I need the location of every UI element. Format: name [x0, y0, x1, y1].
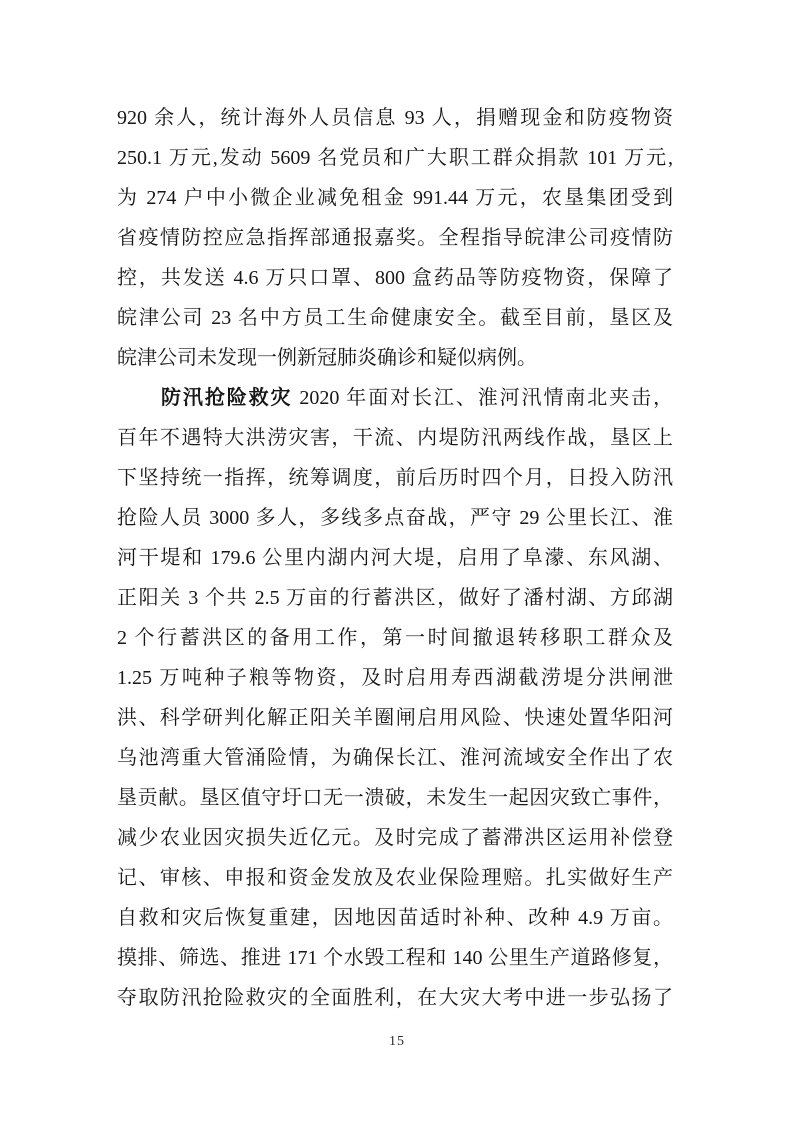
text-line: [117, 578, 673, 618]
line-text: 摸排、筛选、推进 171 个水毁工程和 140 公里生产道路修复，: [117, 947, 673, 969]
text-line: [117, 258, 673, 298]
text-line: [117, 498, 673, 538]
line-text: 记、审核、申报和资金发放及农业保险理赔。扎实做好生产: [117, 867, 673, 889]
document-body: [117, 98, 673, 1018]
line-text: 乌池湾重大管涌险情，为确保长江、淮河流域安全作出了农: [117, 747, 673, 769]
line-text: 为 274 户中小微企业减免租金 991.44 万元，农垦集团受到: [117, 187, 673, 209]
text-line: [117, 778, 673, 818]
line-text: 省疫情防控应急指挥部通报嘉奖。全程指导皖津公司疫情防: [117, 227, 673, 249]
text-line: [117, 458, 673, 498]
text-line: [117, 218, 673, 258]
text-line: [117, 298, 673, 338]
line-text: 河干堤和 179.6 公里内湖内河大堤，启用了阜濛、东风湖、: [117, 547, 673, 569]
text-line: [117, 698, 673, 738]
text-line: [117, 378, 673, 418]
text-line: [117, 538, 673, 578]
text-line: [117, 658, 673, 698]
line-text: 皖津公司 23 名中方员工生命健康安全。截至目前，垦区及: [117, 307, 673, 329]
line-text: 2020 年面对长江、淮河汛情南北夹击，: [292, 387, 674, 409]
line-text: 920 余人，统计海外人员信息 93 人，捐赠现金和防疫物资: [117, 107, 673, 129]
line-text: 正阳关 3 个共 2.5 万亩的行蓄洪区，做好了潘村湖、方邱湖: [117, 587, 673, 609]
line-text: 减少农业因灾损失近亿元。及时完成了蓄滞洪区运用补偿登: [117, 827, 673, 849]
text-line: [117, 978, 673, 1018]
text-line: [117, 138, 673, 178]
line-text: 垦贡献。垦区值守圩口无一溃破，未发生一起因灾致亡事件，: [117, 787, 673, 809]
line-text: 250.1 万元,发动 5609 名党员和广大职工群众捐款 101 万元,: [117, 147, 673, 169]
line-text: 2 个行蓄洪区的备用工作，第一时间撤退转移职工群众及: [117, 627, 673, 649]
text-line: [117, 98, 673, 138]
page-number: 15: [389, 1034, 405, 1049]
line-text: 下坚持统一指挥，统筹调度，前后历时四个月，日投入防汛: [117, 467, 673, 489]
line-text: 控，共发送 4.6 万只口罩、800 盒药品等防疫物资，保障了: [117, 267, 673, 289]
text-line: [117, 818, 673, 858]
text-line: [117, 418, 673, 458]
line-text: 抢险人员 3000 多人，多线多点奋战，严守 29 公里长江、淮: [117, 507, 673, 529]
line-text: 百年不遇特大洪涝灾害，干流、内堤防汛两线作战，垦区上: [117, 427, 673, 449]
text-line: [117, 938, 673, 978]
text-line: [117, 618, 673, 658]
text-line: [117, 858, 673, 898]
text-line: [117, 898, 673, 938]
line-text: 洪、科学研判化解正阳关羊圈闸启用风险、快速处置华阳河: [117, 707, 673, 729]
text-line: [117, 738, 673, 778]
line-text: 夺取防汛抢险救灾的全面胜利，在大灾大考中进一步弘扬了: [117, 987, 673, 1009]
line-text: 自救和灾后恢复重建，因地因苗适时补种、改种 4.9 万亩。: [117, 907, 673, 929]
line-text: 皖津公司未发现一例新冠肺炎确诊和疑似病例。: [117, 347, 537, 369]
line-text: 1.25 万吨种子粮等物资，及时启用寿西湖截涝堤分洪闸泄: [117, 667, 673, 689]
text-line: [117, 178, 673, 218]
paragraph-lead-bold: 防汛抢险救灾: [161, 387, 293, 409]
text-line: [117, 338, 673, 378]
